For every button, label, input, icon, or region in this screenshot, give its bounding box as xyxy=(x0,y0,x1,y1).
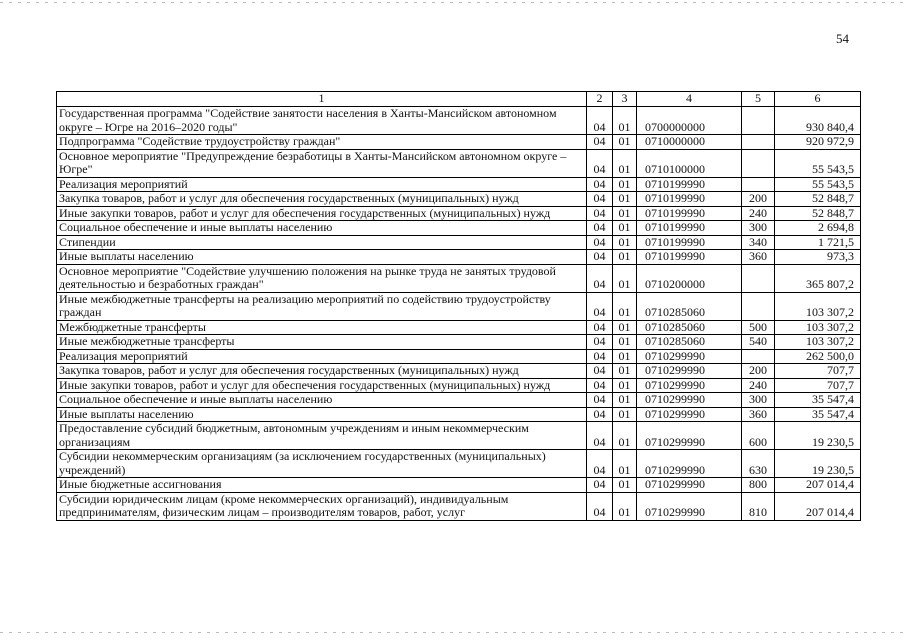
row-target-code-cell: 0710299990 xyxy=(637,450,742,478)
table-row xyxy=(57,407,861,422)
table-row xyxy=(57,250,861,265)
row-expense-type-cell xyxy=(742,135,775,150)
row-amount-cell: 35 547,4 xyxy=(775,393,861,408)
header-col-6: 6 xyxy=(775,92,861,107)
table-row xyxy=(57,478,861,493)
row-subsection-cell: 01 xyxy=(613,292,637,320)
row-target-code-cell: 0710299990 xyxy=(637,478,742,493)
row-name-cell: Предоставление субсидий бюджетным, автономным учреждениям и иным некоммерческим организациям xyxy=(57,422,587,450)
row-subsection-cell: 01 xyxy=(613,264,637,292)
table-row xyxy=(57,107,861,135)
table-row xyxy=(57,177,861,192)
row-name-cell: Подпрограмма "Содействие трудоустройству граждан" xyxy=(57,135,587,150)
row-section-cell: 04 xyxy=(587,192,613,207)
table-row xyxy=(57,450,861,478)
row-amount-cell: 52 848,7 xyxy=(775,206,861,221)
row-expense-type-cell: 200 xyxy=(742,364,775,379)
row-amount-cell: 262 500,0 xyxy=(775,349,861,364)
row-expense-type-cell: 340 xyxy=(742,235,775,250)
row-target-code-cell: 0710299990 xyxy=(637,422,742,450)
header-col-1: 1 xyxy=(57,92,587,107)
row-subsection-cell: 01 xyxy=(613,149,637,177)
row-subsection-cell: 01 xyxy=(613,250,637,265)
table-row xyxy=(57,206,861,221)
row-section-cell: 04 xyxy=(587,335,613,350)
row-name-cell: Межбюджетные трансферты xyxy=(57,320,587,335)
row-target-code-cell: 0710285060 xyxy=(637,335,742,350)
row-name-cell: Государственная программа "Содействие занятости населения в Ханты-Мансийском автономном округе – Югре на 2016–2020 годы" xyxy=(57,107,587,135)
header-col-5: 5 xyxy=(742,92,775,107)
row-name-cell: Социальное обеспечение и иные выплаты населению xyxy=(57,393,587,408)
row-name-cell: Реализация мероприятий xyxy=(57,177,587,192)
row-name-cell: Иные межбюджетные трансферты на реализацию мероприятий по содействию трудоустройству граждан xyxy=(57,292,587,320)
row-name-cell: Закупка товаров, работ и услуг для обеспечения государственных (муниципальных) нужд xyxy=(57,364,587,379)
row-subsection-cell: 01 xyxy=(613,349,637,364)
row-section-cell: 04 xyxy=(587,292,613,320)
row-subsection-cell: 01 xyxy=(613,492,637,520)
row-target-code-cell: 0710199990 xyxy=(637,177,742,192)
row-name-cell: Иные бюджетные ассигнования xyxy=(57,478,587,493)
row-expense-type-cell: 360 xyxy=(742,250,775,265)
row-name-cell: Реализация мероприятий xyxy=(57,349,587,364)
row-subsection-cell: 01 xyxy=(613,407,637,422)
row-section-cell: 04 xyxy=(587,492,613,520)
row-subsection-cell: 01 xyxy=(613,478,637,493)
row-section-cell: 04 xyxy=(587,235,613,250)
row-section-cell: 04 xyxy=(587,393,613,408)
row-amount-cell: 1 721,5 xyxy=(775,235,861,250)
table-row xyxy=(57,492,861,520)
row-section-cell: 04 xyxy=(587,107,613,135)
row-amount-cell: 19 230,5 xyxy=(775,422,861,450)
page-number: 54 xyxy=(836,31,849,46)
table-row xyxy=(57,264,861,292)
row-amount-cell: 2 694,8 xyxy=(775,221,861,236)
row-target-code-cell: 0710299990 xyxy=(637,349,742,364)
row-expense-type-cell: 200 xyxy=(742,192,775,207)
table-row xyxy=(57,135,861,150)
row-amount-cell: 103 307,2 xyxy=(775,320,861,335)
row-expense-type-cell xyxy=(742,349,775,364)
row-name-cell: Иные межбюджетные трансферты xyxy=(57,335,587,350)
row-amount-cell: 930 840,4 xyxy=(775,107,861,135)
row-amount-cell: 55 543,5 xyxy=(775,149,861,177)
row-amount-cell: 55 543,5 xyxy=(775,177,861,192)
table-body xyxy=(57,107,861,521)
row-expense-type-cell: 240 xyxy=(742,378,775,393)
row-target-code-cell: 0710199990 xyxy=(637,192,742,207)
row-name-cell: Основное мероприятие "Содействие улучшению положения на рынке труда не занятых трудовой деятельностью и безработных граждан" xyxy=(57,264,587,292)
table-row xyxy=(57,422,861,450)
header-col-3: 3 xyxy=(613,92,637,107)
row-section-cell: 04 xyxy=(587,320,613,335)
row-expense-type-cell xyxy=(742,292,775,320)
row-name-cell: Основное мероприятие "Предупреждение безработицы в Ханты-Мансийском автономном округе – Югре" xyxy=(57,149,587,177)
header-row xyxy=(57,92,861,107)
scan-artifact-bottom xyxy=(0,632,905,633)
row-target-code-cell: 0710200000 xyxy=(637,264,742,292)
table-row xyxy=(57,364,861,379)
row-section-cell: 04 xyxy=(587,264,613,292)
row-section-cell: 04 xyxy=(587,206,613,221)
row-target-code-cell: 0710299990 xyxy=(637,492,742,520)
row-name-cell: Стипендии xyxy=(57,235,587,250)
row-subsection-cell: 01 xyxy=(613,335,637,350)
row-name-cell: Иные закупки товаров, работ и услуг для обеспечения государственных (муниципальных) нужд xyxy=(57,206,587,221)
row-section-cell: 04 xyxy=(587,378,613,393)
row-section-cell: 04 xyxy=(587,250,613,265)
row-expense-type-cell xyxy=(742,107,775,135)
budget-table xyxy=(56,91,861,521)
row-amount-cell: 207 014,4 xyxy=(775,492,861,520)
table-row xyxy=(57,335,861,350)
row-subsection-cell: 01 xyxy=(613,192,637,207)
table-row xyxy=(57,149,861,177)
row-section-cell: 04 xyxy=(587,478,613,493)
row-name-cell: Иные закупки товаров, работ и услуг для обеспечения государственных (муниципальных) нужд xyxy=(57,378,587,393)
row-subsection-cell: 01 xyxy=(613,364,637,379)
row-amount-cell: 707,7 xyxy=(775,364,861,379)
row-amount-cell: 707,7 xyxy=(775,378,861,393)
row-name-cell: Социальное обеспечение и иные выплаты населению xyxy=(57,221,587,236)
table-row xyxy=(57,235,861,250)
row-name-cell: Закупка товаров, работ и услуг для обеспечения государственных (муниципальных) нужд xyxy=(57,192,587,207)
row-target-code-cell: 0710299990 xyxy=(637,364,742,379)
row-expense-type-cell: 300 xyxy=(742,221,775,236)
header-col-2: 2 xyxy=(587,92,613,107)
row-expense-type-cell: 810 xyxy=(742,492,775,520)
row-target-code-cell: 0710199990 xyxy=(637,206,742,221)
row-expense-type-cell: 600 xyxy=(742,422,775,450)
row-name-cell: Субсидии некоммерческим организациям (за исключением государственных (муниципальных) учреждений) xyxy=(57,450,587,478)
row-target-code-cell: 0710100000 xyxy=(637,149,742,177)
table-row xyxy=(57,221,861,236)
row-target-code-cell: 0700000000 xyxy=(637,107,742,135)
row-subsection-cell: 01 xyxy=(613,235,637,250)
row-amount-cell: 365 807,2 xyxy=(775,264,861,292)
header-col-4: 4 xyxy=(637,92,742,107)
row-expense-type-cell: 500 xyxy=(742,320,775,335)
table-row xyxy=(57,393,861,408)
table-row xyxy=(57,192,861,207)
row-subsection-cell: 01 xyxy=(613,135,637,150)
row-expense-type-cell xyxy=(742,264,775,292)
row-section-cell: 04 xyxy=(587,422,613,450)
row-amount-cell: 207 014,4 xyxy=(775,478,861,493)
row-target-code-cell: 0710199990 xyxy=(637,221,742,236)
row-section-cell: 04 xyxy=(587,135,613,150)
row-section-cell: 04 xyxy=(587,149,613,177)
row-subsection-cell: 01 xyxy=(613,393,637,408)
row-target-code-cell: 0710285060 xyxy=(637,292,742,320)
row-section-cell: 04 xyxy=(587,407,613,422)
row-target-code-cell: 0710285060 xyxy=(637,320,742,335)
row-amount-cell: 19 230,5 xyxy=(775,450,861,478)
row-target-code-cell: 0710199990 xyxy=(637,235,742,250)
row-expense-type-cell xyxy=(742,149,775,177)
row-expense-type-cell: 300 xyxy=(742,393,775,408)
row-section-cell: 04 xyxy=(587,177,613,192)
table-row xyxy=(57,378,861,393)
row-subsection-cell: 01 xyxy=(613,422,637,450)
row-amount-cell: 35 547,4 xyxy=(775,407,861,422)
row-expense-type-cell: 800 xyxy=(742,478,775,493)
row-target-code-cell: 0710299990 xyxy=(637,393,742,408)
row-amount-cell: 103 307,2 xyxy=(775,292,861,320)
row-name-cell: Иные выплаты населению xyxy=(57,250,587,265)
row-subsection-cell: 01 xyxy=(613,206,637,221)
table-row xyxy=(57,292,861,320)
row-expense-type-cell: 540 xyxy=(742,335,775,350)
scan-artifact-top xyxy=(0,2,905,3)
row-expense-type-cell: 240 xyxy=(742,206,775,221)
row-amount-cell: 973,3 xyxy=(775,250,861,265)
row-section-cell: 04 xyxy=(587,450,613,478)
row-subsection-cell: 01 xyxy=(613,221,637,236)
row-section-cell: 04 xyxy=(587,364,613,379)
row-subsection-cell: 01 xyxy=(613,450,637,478)
table-row xyxy=(57,320,861,335)
row-subsection-cell: 01 xyxy=(613,107,637,135)
row-target-code-cell: 0710199990 xyxy=(637,250,742,265)
row-subsection-cell: 01 xyxy=(613,320,637,335)
row-expense-type-cell xyxy=(742,177,775,192)
row-name-cell: Иные выплаты населению xyxy=(57,407,587,422)
row-target-code-cell: 0710299990 xyxy=(637,407,742,422)
row-name-cell: Субсидии юридическим лицам (кроме некоммерческих организаций), индивидуальным предпринимателям, физическим лицам – производителям товаров, работ, услуг xyxy=(57,492,587,520)
row-subsection-cell: 01 xyxy=(613,378,637,393)
row-amount-cell: 920 972,9 xyxy=(775,135,861,150)
row-subsection-cell: 01 xyxy=(613,177,637,192)
table-row xyxy=(57,349,861,364)
row-expense-type-cell: 630 xyxy=(742,450,775,478)
row-section-cell: 04 xyxy=(587,221,613,236)
row-section-cell: 04 xyxy=(587,349,613,364)
row-target-code-cell: 0710000000 xyxy=(637,135,742,150)
row-target-code-cell: 0710299990 xyxy=(637,378,742,393)
row-amount-cell: 52 848,7 xyxy=(775,192,861,207)
row-amount-cell: 103 307,2 xyxy=(775,335,861,350)
row-expense-type-cell: 360 xyxy=(742,407,775,422)
